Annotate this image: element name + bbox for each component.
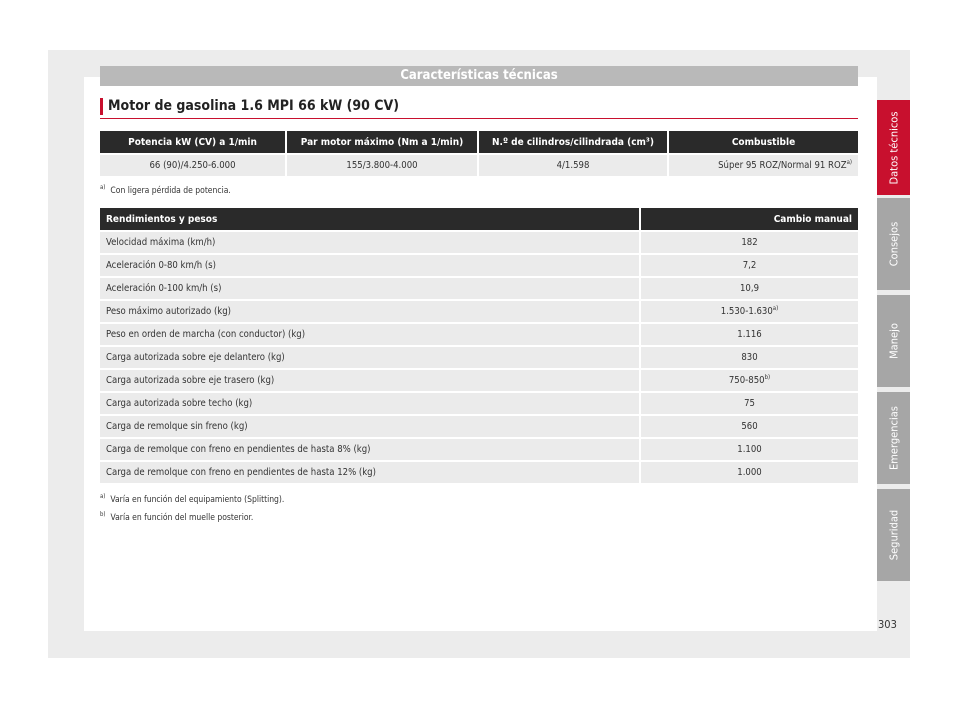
footnote-ref: a) xyxy=(772,304,779,312)
page-title: Motor de gasolina 1.6 MPI 66 kW (90 CV) xyxy=(108,98,400,114)
value-text: 750-850 xyxy=(728,375,765,386)
row-label: Carga de remolque con freno en pendientes de hasta 12% (kg) xyxy=(100,460,641,483)
header-power: Potencia kW (CV) a 1/min xyxy=(100,131,287,153)
tab-consejos[interactable] xyxy=(877,198,910,290)
row-label: Carga autorizada sobre eje delantero (kg) xyxy=(100,345,641,368)
tab-label: Consejos xyxy=(887,221,900,267)
row-label: Carga de remolque sin freno (kg) xyxy=(100,414,641,437)
value-text: 7,2 xyxy=(742,260,757,271)
footnote xyxy=(100,495,284,505)
table-row xyxy=(100,253,858,276)
table-row xyxy=(100,414,858,437)
header-performance: Rendimientos y pesos xyxy=(100,208,641,230)
value-text: 1.000 xyxy=(737,467,762,478)
row-value xyxy=(641,299,858,322)
value-text: 10,9 xyxy=(739,283,760,294)
section-header: Características técnicas xyxy=(100,66,858,86)
table-row xyxy=(100,299,858,322)
page-number: 303 xyxy=(878,618,897,631)
footnote-ref: b) xyxy=(764,373,771,381)
row-value xyxy=(641,460,858,483)
footnote-ref: a) xyxy=(846,158,852,166)
footnote-mark: a) xyxy=(100,493,106,501)
row-label: Aceleración 0-80 km/h (s) xyxy=(100,253,641,276)
title-marker xyxy=(100,98,103,115)
title-underline xyxy=(100,118,858,119)
row-value xyxy=(641,345,858,368)
row-value xyxy=(641,391,858,414)
value-text: 75 xyxy=(744,398,755,409)
table-row xyxy=(100,437,858,460)
header-torque: Par motor máximo (Nm a 1/min) xyxy=(287,131,479,153)
row-label: Peso en orden de marcha (con conductor) (kg) xyxy=(100,322,641,345)
footnote-mark: a) xyxy=(100,184,106,192)
performance-rows xyxy=(100,230,858,483)
fuel-value: Súper 95 ROZ/Normal 91 ROZ xyxy=(718,160,847,171)
tab-seguridad[interactable] xyxy=(877,489,910,581)
header-fuel: Combustible xyxy=(669,131,858,153)
footnote-text: Varía en función del equipamiento (Splitting). xyxy=(110,495,285,505)
row-label: Carga autorizada sobre eje trasero (kg) xyxy=(100,368,641,391)
footnote xyxy=(100,513,253,523)
tab-label: Seguridad xyxy=(887,509,900,561)
footnote-text: Varía en función del muelle posterior. xyxy=(110,513,254,523)
cell-torque: 155/3.800-4.000 xyxy=(287,153,479,176)
tab-label: Datos técnicos xyxy=(887,111,900,184)
table-row xyxy=(100,276,858,299)
row-label: Carga de remolque con freno en pendientes de hasta 8% (kg) xyxy=(100,437,641,460)
engine-table xyxy=(100,131,858,176)
cell-power: 66 (90)/4.250-6.000 xyxy=(100,153,287,176)
row-label: Peso máximo autorizado (kg) xyxy=(100,299,641,322)
header-cylinders: N.º de cilindros/cilindrada (cm³) xyxy=(479,131,669,153)
table-row xyxy=(100,460,858,483)
cell-cylinders: 4/1.598 xyxy=(479,153,669,176)
value-text: 830 xyxy=(741,352,758,363)
header-manual: Cambio manual xyxy=(641,208,858,230)
tab-emergencias[interactable] xyxy=(877,392,910,484)
table-row xyxy=(100,345,858,368)
footnote-mark: b) xyxy=(100,511,106,519)
value-text: 1.116 xyxy=(737,329,762,340)
footnote-text: Con ligera pérdida de potencia. xyxy=(110,186,231,196)
table-row xyxy=(100,322,858,345)
row-value xyxy=(641,253,858,276)
value-text: 182 xyxy=(741,237,758,248)
tab-label: Manejo xyxy=(887,323,900,359)
table-row xyxy=(100,391,858,414)
footnote xyxy=(100,186,231,196)
table-row xyxy=(100,153,858,176)
table-row xyxy=(100,368,858,391)
row-value xyxy=(641,414,858,437)
row-value xyxy=(641,322,858,345)
tab-datos-tecnicos[interactable] xyxy=(877,100,910,195)
row-label: Velocidad máxima (km/h) xyxy=(100,230,641,253)
cell-fuel xyxy=(669,153,858,176)
row-value xyxy=(641,230,858,253)
value-text: 1.530-1.630 xyxy=(720,306,773,317)
row-label: Carga autorizada sobre techo (kg) xyxy=(100,391,641,414)
row-label: Aceleración 0-100 km/h (s) xyxy=(100,276,641,299)
value-text: 560 xyxy=(741,421,758,432)
performance-table xyxy=(100,208,858,483)
row-value xyxy=(641,276,858,299)
table-row xyxy=(100,230,858,253)
value-text: 1.100 xyxy=(737,444,762,455)
row-value xyxy=(641,368,858,391)
tab-label: Emergencias xyxy=(887,406,900,470)
tab-manejo[interactable] xyxy=(877,295,910,387)
row-value xyxy=(641,437,858,460)
